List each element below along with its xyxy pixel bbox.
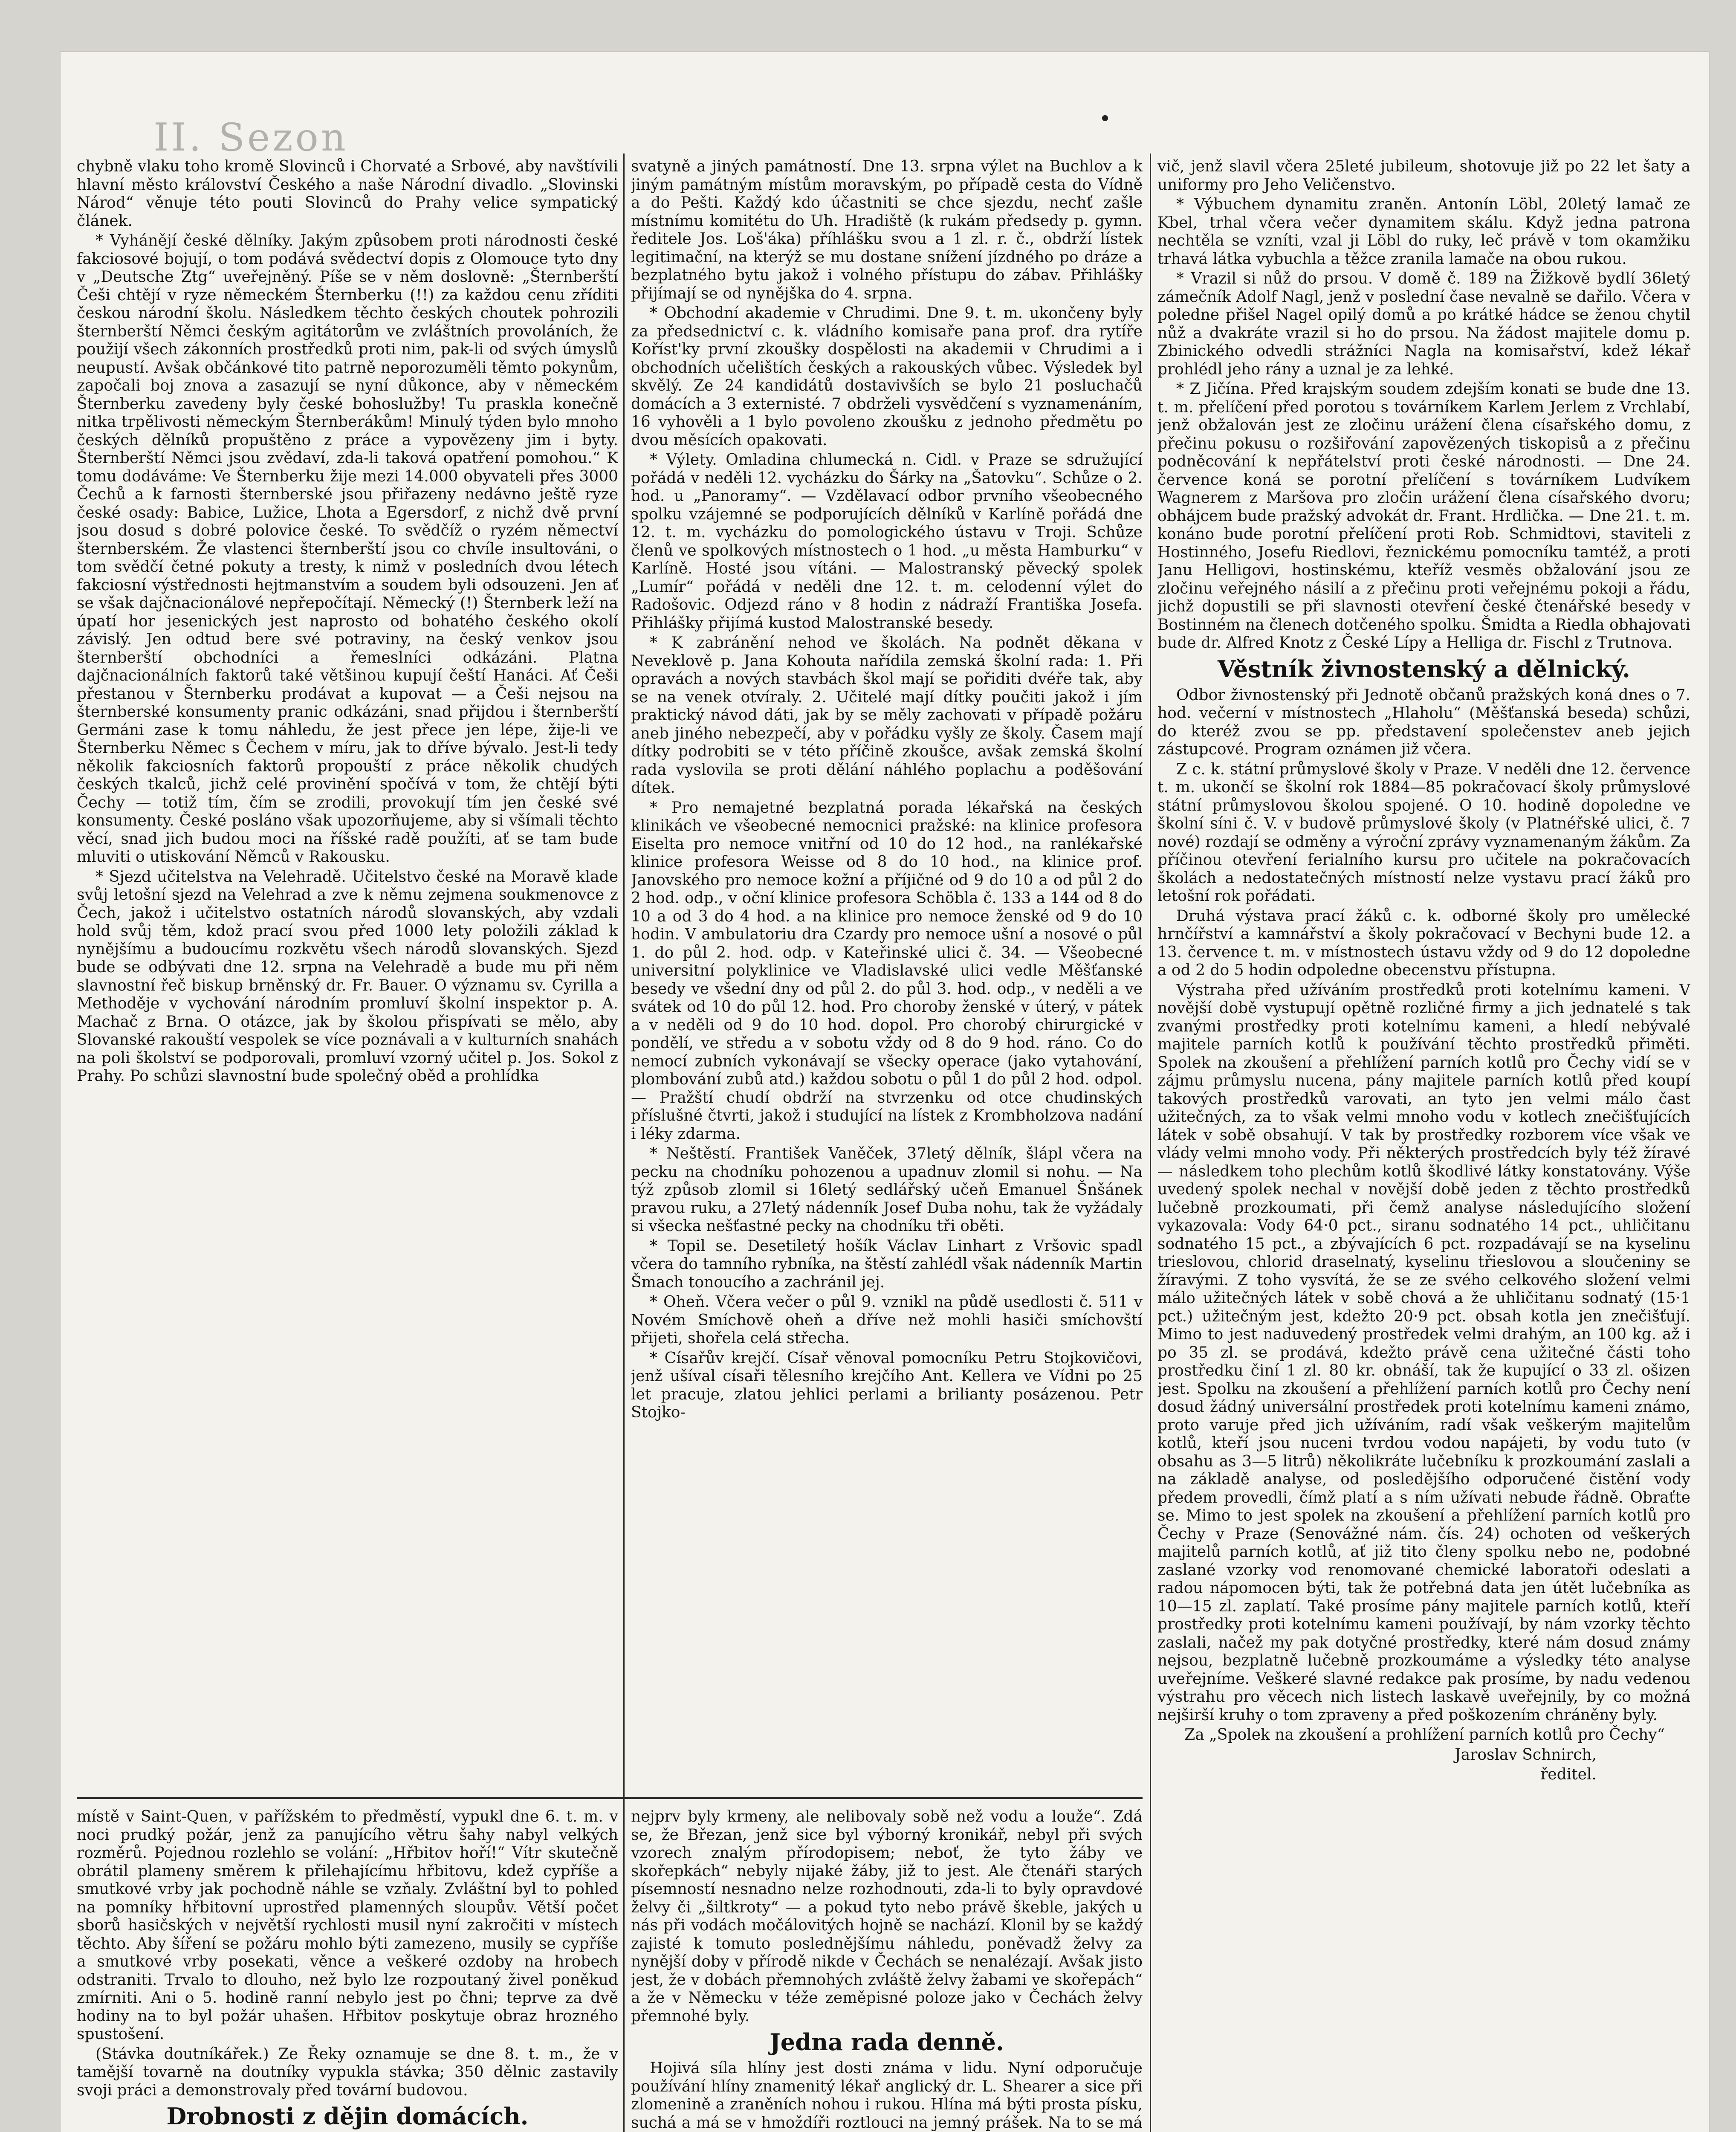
feuilleton-rule — [77, 1797, 1143, 1799]
article-continuation: svatyně a jiných památností. Dne 13. srpna výlet na Buchlov a k jiným památným místům moravským, po případě cesta do Vídně a do Pešti. Každý kdo účastniti se chce sjezdu, nechť zašle místnímu komitétu do Uh. Hradiště (k rukám předsedy p. gymn. ředitele Jos. Loš'áka) příhlášku svou a 1 zl. r. č., obdrží lístek legitimační, na kterýž se mu dostane snížení jízdného po dráze a bezplatného bytu jakož i volného přístupu do zábav. Přihlášky přijímají se od nynějška do 4. srpna. — [631, 158, 1143, 302]
article-vyhaneji: * Vyhánějí české dělníky. Jakým způsobem proti národnosti české fakciosové bojují, o tom podává svědectví dopis z Olomouce tyto dny v „Deutsche Ztg“ uveřejněný. Píše se v něm doslovně: „Šternberští Češi chtějí v ryze německém Šternberku (!!) za každou cenu zříditi českou národní školu. Následkem těchto českých choutek pohrozili šternberští Němci českým agitátorům ve zvláštních provoláních, že použijí všech zákonních prostředků proti nim, pak-li od svých úmyslů neupustí. Avšak občánkové tito patrně neporozuměli těmto pokynům, započali boj znova a zasazují se nyní důkonce, aby v německém Šternberku zavedeny byly české bohoslužby! Tu praskla konečně nitka trpělivosti německým Šternberákům! Minulý týden bylo mnoho českých dělníků propuštěno z práce a vypovězeny jim i byty. Šternberští Němci jsou zvědaví, zda-li taková opatření pomohou.“ K tomu dodáváme: Ve Šternberku žije mezi 14.000 obyvateli přes 3000 Čechů a k farnosti šternberské jsou přiřazeny nedávno ještě ryze české osady: Babice, Lužice, Lhota a Egersdorf, z nichž dvě první jsou dosud s dobré polovice české. To svědčíž o ryzém němectví šternberském. Že vlastenci šternberští jsou co chvíle insultováni, o tom svědčí četné pokuty a tresty, k nimž v posledních dvou létech fakciosní výstřednosti hejtmanstvím a soudem byli odsouzeni. Jen ať se však dajčnacionálové nepřepočítají. Německý (!) Šternberk leží na úpatí hor jesenických jest naprosto od bohatého českého okolí závislý. Jen odtud bere své potraviny, na český venkov jsou šternberští obchodníci a řemeslníci odkázáni. Platna dajčnacionálních faktorů také většinou kupují čeští Hanáci. Ať Češi přestanou v Šternberku prodávat a kupovat — a Češi nejsou na šternberské konsumenty pranic odkázáni, snad přijdou i šternberští Germáni zase k tomu náhledu, že jest přece jen lépe, žije-li ve Šternberku Němec s Čechem v míru, jak to dříve bývalo. Jest-li tedy několik fakciosních faktorů propouští z práce několik chudých českých tkalců, jichž celé provinění spočívá v tom, že chtějí býti Čechy — totiž tím, čím se zrodili, provokují tím jen české své konsumenty. České posláno však upozorňujeme, aby si všímali těchto věcí, snad jich budou moci na říšské radě použíti, ať se tam bude mluviti o utiskování Němců v Rakousku. — [77, 232, 618, 866]
article-pro-nemajetne: * Pro nemajetné bezplatná porada lékařská na českých klinikách ve všeobecné nemocnici pražské: na klinice profesora Eiselta pro nemoce vnitřní od 10 do 12 hod., na ranlékařské klinice profesora Weisse od 8 do 10 hod., na klinice prof. Janovského pro nemoce kožní a příjičné od 9 do 10 a od půl 2 do 2 hod. odp., v oční klinice profesora Schöbla č. 133 a 144 od 8 do 10 a od 3 do 4 hod. a na klinice pro nemoce ženské od 9 do 10 hodin. V ambulatoriu dra Czardy pro nemoce ušní a nosové o půl 1. do půl 2. hod. odp. v Kateřinské ulici č. 34. — Všeobecné universitní polyklinice ve Vladislavské ulici vedle Měšťanské besedy ve všední dny od půl 2. do půl 3. hod. odp., v neděli a ve svátek od 10 do půl 12. hod. Pro choroby ženské v úterý, v pátek a v neděli od 9 do 10 hod. dopol. Pro chorobý chirurgické v pondělí, ve středu a v sobotu vždy od 8 do 9 hod. ráno. Co do nemocí zubních vykonávají se všecky operace (jako vytahování, plombování zubů atd.) každou sobotu o půl 1 do půl 2 hod. odpol. — Pražští chudí obdrží na stvrzenku od otce chudinských příslušné čtvrti, jakož i studující na lístek z Krombholzova nadání i léky zdarma. — [631, 799, 1143, 1143]
article-stavka: (Stávka doutníkářek.) Ze Řeky oznamuje se dne 8. t. m., že v tamější tovarně na doutníky vypukla stávka; 350 dělnic zastavily svoji práci a demonstrovaly před tovární budovou. — [77, 2045, 618, 2099]
column-rule — [1150, 154, 1151, 2132]
article-vystraha: Výstraha před užíváním prostředků proti kotelnímu kameni. V novější době vystupují opětně rozličné firmy a jich jednatelé s tak zvanými prostředky proti kotelnímu kameni, a hledí nebývalé majitele parních kotlů k používání těchto prostředků přiměti. Spolek na zkoušení a přehlížení parních kotlů pro Čechy vidí se v zájmu průmyslu nucena, pány majitele parních kotlů před koupí takových prostředků varovati, an tyto jen velmi málo čast užitečných, za to však velmi mnoho vodu v kotlech znečišťujících látek v sobě obsahují. V tak by prostředky rozborem více však ve vlády velmi mnoho vody. Při některých prostředcích byly též žíravé — následkem toho plechům kotlů škodlivé látky konstatovány. Výše uvedený spolek nechal v novější době jeden z těchto prostředků lučebně prozkoumati, při čemž analyse následujícího složení vykazovala: Vody 64·0 pct., siranu sodnatého 14 pct., uhličitanu sodnatého 15 pct., a zbývajících 6 pct. rozpadávají se na kyselinu trieslovou, chlorid draselnatý, kyselinu třieslovou a sloučeniny se žíravými. Z toho vysvítá, že se ze svého celkového složení velmi málo užitečných látek v sobě chová a že uhličitanu sodnatý (15·1 pct.) užitečným jest, kdežto 20·9 pct. obsah kotla jen znečišťují. Mimo to jest naduvedený prostředek velmi drahým, an 100 kg. až i po 35 zl. se prodává, kdežto právě cena užitečné části toho prostředku činí 1 zl. 80 kr. obnáší, tak že kupující o 33 zl. ošizen jest. Spolku na zkoušení a přehlížení parních kotlů pro Čechy není dosud žádný universální prostředek proti kotelnímu kameni známo, proto varuje před jich užíváním, radí však veškerým majitelům kotlů, kteří jsou nuceni tvrdou vodou napájeti, by vodu tuto (v obsahu as 3—5 litrů) několikráte lučebníku k prozkoumání zaslali a na základě analyse, od posledějšího odporučené čistění vody předem provedli, čímž platí a s ním užívati nebude řádně. Obraťte se. Mimo to jest spolek na zkoušení a přehlížení parních kotlů pro Čechy v Praze (Senovážné nám. čís. 24) ochoten od veškerých majitelů parních kotlů, ať již tito členy spolku nebo ne, podobné zaslané vzorky vod renomované chemické laboratoři odeslati a radou nápomocen býti, tak že potřebná data jen útět lučebníka as 10—15 zl. zaplatí. Také prosíme pány majitele parních kotlů, kteří prostředky proti kotelnímu kameni používají, by nám vzorky těchto zaslali, načež my pak dotyčné prostředky, které nám dosud známy nejsou, bezplatně lučebně prozkoumáme a výsledky této analyse uveřejníme. Veškeré slavné redakce pak prosíme, by nadu vedenou výstrahu pro věcech nich listech laskavě uveřejnily, by co možná nejširší kruhy o tom zpraveny a před poškozením chráněny byly. — [1157, 981, 1690, 1724]
section-heading-drobnosti: Drobnosti z dějin domácích. — [166, 2103, 529, 2130]
article-statni-prumyslova: Z c. k. státní průmyslové školy v Praze. V neděli dne 12. července t. m. ukončí se školní rok 1884—85 pokračovací školy průmyslové státní průmyslovou školou spojené. O 10. hodině dopoledne ve školní síni č. V. v budově průmyslové školy (v Platnéřské ulici, č. 7 nové) rozdají se odměny a výroční zprávy vyznamenaným žákům. Za příčinou otevření ferialního kursu pro učitele na pokračovacích školách a nedostatečných místností nelze vystavu prací žáků pro letošní rok pořádati. — [1157, 760, 1690, 905]
article-vrazil: * Vrazil si nůž do prsou. V domě č. 189 na Žižkově bydlí 36letý zámečník Adolf Nagl, jenž v poslední čase nevalně se dařilo. Včera v poledne přišel Nagel opilý domů a po krátké hádce se ženou chytil nůž a dvakráte vrazil si ho do prsou. Na žádost majitele domu p. Zbinického odvedli strážníci Nagla na komisařství, kdež lékař prohlédl jeho rány a uznal je za lehké. — [1157, 270, 1690, 378]
column-rule — [623, 154, 625, 2132]
feuilleton-continuation: místě v Saint-Quen, v pařížském to předměstí, vypukl dne 6. t. m. v noci prudký požár, jenž za panujícího větru šahy nabyl velkých rozměrů. Pojednou rozlehlo se volání: „Hřbitov hoří!“ Vítr skutečně obrátil plameny směrem k přilehajícímu hřbitovu, kdež cypříše a smutkové vrby jak pochodně náhle se vzňaly. Zvláštní byl to pohled na pomníky hřbitovní uprostřed plamenných sloupův. Větší počet sborů hasičských v největší rychlosti musil nyní zakročiti v místech těchto. Aby šíření se požáru mohlo býti zamezeno, musily se cypříše a smutkové vrby posekati, věnce a veškeré ozdoby na hrobech odstraniti. Trvalo to dlouho, než bylo lze rozpoutaný živel poněkud zmírniti. Ani o 5. hodině ranní nebylo jest po čhni; teprve za dvě hodiny na to byl požár uhašen. Hřbitov poskytuje obraz hrozného spustošení. — [77, 1808, 618, 2043]
article-cisaruv-krejci: * Císařův krejčí. Císař věnoval pomocníku Petru Stojkovičovi, jenž ušíval císaři tělesního krejčího Ant. Kellera ve Vídni po 25 let pracuje, zlatou jehlici perlami a brilianty posázenou. Petr Stojko- — [631, 1349, 1143, 1421]
signature-title: ředitel. — [1540, 1766, 1597, 1783]
article-hojiva-sila: Hojivá síla hlíny jest dosti známa v lidu. Nyní odporučuje používání hlíny znamenitý lékař anglický dr. L. Shearer a sice při zlomenině a zraněních nohou i rukou. Hlína má býti prosta písku, suchá a má se v hmoždíři roztlouci na jemný prášek. Na to se má — [631, 2060, 1143, 2132]
article-druha-vystava: Druhá výstava prací žáků c. k. odborné školy pro umělecké hrnčířství a kamnářství a školy pokračovací v Bechyni bude 12. a 13. července t. m. v místnostech ústavu vždy od 9 do 12 dopoledne a od 2 do 5 hodin odpoledne obecenstvu přístupna. — [1157, 907, 1690, 979]
ink-dot — [1102, 115, 1108, 121]
article-topil-se: * Topil se. Desetiletý hošík Václav Linhart z Vršovic spadl včera do tamního rybníka, na štěstí zahlédl však nádenník Martin Šmach tonoucího a zachránil jej. — [631, 1237, 1143, 1291]
page-header-mark: II. Sezon — [153, 115, 348, 160]
column-3 — [1157, 158, 1690, 2132]
article-odbor-zivnostensky: Odbor živnostenský při Jednotě občanů pražských koná dnes o 7. hod. večerní v místnostech „Hlaholu“ (Měšťanská beseda) schůzi, do kteréž zvou se pp. představení společenstev aneb jejich zástupcové. Program oznámen již včera. — [1157, 686, 1690, 758]
article-continuation: vič, jenž slavil včera 25leté jubileum, shotovuje již po 22 let šaty a uniformy pro Jeho Veličenstvo. — [1157, 158, 1690, 194]
article-zabraneni-nehod: * K zabránění nehod ve školách. Na podnět děkana v Neveklově p. Jana Kohouta nařídila zemská školní rada: 1. Při opravách a nových stavbách škol mají se pořiditi dvéře tak, aby se na venek otvíraly. 2. Učitelé mají dítky poučiti jakož i jím praktický návod dáti, jak by se měly zachovati v případě požáru aneb jiného nebezpečí, aby v pořádku vyšly ze školy. Časem mají dítky podrobiti se v této příčině zkoušce, avšak zemská školní rada vyslovila se proti dělání náhlého poplachu a poděšování dítek. — [631, 634, 1143, 797]
signature-line: Za „Spolek na zkoušení a prohlížení parních kotlů pro Čechy“ — [1184, 1726, 1665, 1744]
article-continuation: nejprv byly krmeny, ale nelibovaly sobě než vodu a louže“. Zdá se, že Březan, jenž sice byl výborný kronikář, nebyl při svých vzorech znalým přírodopisem; neboť, že tyto žáby ve skořepkách“ nebyly nijaké žáby, již to jest. Ale čtenáři starých písemností nesnadno nelze rozhodnouti, zda-li to byly opravdové želvy či „šiltkroty“ — a pokud tyto nebo právě škeble, jakých u nás při vodách močálovitých hojně se nachází. Klonil by se každý zajisté k tomuto poslednějšímu náhledu, poněvadž želvy za nynější doby v přírodě nikde v Čechách se nenalézají. Avšak jisto jest, že v dobách přemnohých zvláště želvy žabami ve skořepách“ a že v Německu v téže zeměpisné poloze jako v Čechách želvy přemnohé byly. — [631, 1808, 1143, 2025]
article-vybuchem: * Výbuchem dynamitu zraněn. Antonín Löbl, 20letý lamač ze Kbel, trhal včera večer dynamitem skálu. Když jedna patrona nechtěla se vzníti, vzal ji Löbl do ruky, leč právě v tom okamžiku trhavá látka vybuchla a těžce zranila lamače na obou rukou. — [1157, 196, 1690, 268]
signature-name: Jaroslav Schnirch, — [1455, 1746, 1597, 1764]
article-continuation: chybně vlaku toho kromě Slovinců i Chorvaté a Srbové, aby navštívili hlavní město království Českého a naše Národní divadlo. „Slovinski Národ“ věnuje této pouti Slovinců do Prahy velice sympatický článek. — [77, 158, 618, 230]
article-sjezd: * Sjezd učitelstva na Velehradě. Učitelstvo české na Moravě klade svůj letošní sjezd na Velehrad a zve k němu zejmena soukmenovce z Čech, jakož i učitelstvo ostatních národů slovanských, aby vzdali hold svůj těm, kdož prací svou před 1000 lety položili základ k nynějšímu a budoucímu rozkvětu všech národů slovanských. Sjezd bude se odbývati dne 12. srpna na Velehradě a bude mu při něm slavnostní řeč biskup brněnský dr. Fr. Bauer. O významu sv. Cyrilla a Methoděje v vychování národním promluví školní inspektor p. A. Machač z Brna. O otázce, jak by školou přispívati se mělo, aby Slovanské rakouští vespolek se více poznávali a v kulturních snahách na poli školství se podporovali, promluví vzorný učitel p. Jos. Sokol z Prahy. Po schůzi slavnostní bude společný oběd a prohlídka — [77, 868, 618, 1085]
article-obchodni-akademie: * Obchodní akademie v Chrudimi. Dne 9. t. m. ukončeny byly za předsednictví c. k. vládního komisaře pana prof. dra rytíře Koříst'ky první zkoušky dospělosti na akademii v Chrudimi a i obchodních učelištích českých a rakouských vůbec. Výsledek byl skvělý. Ze 24 kandidátů dostavivších se bylo 21 posluchačů domácích a 3 externisté. 7 obdrželi vysvědčení s vyznamenáním, 16 vyhověli a 1 bylo povoleno zkoušku z jednoho předmětu po dvou měsících opakovati. — [631, 304, 1143, 449]
column-4 — [77, 1808, 618, 2132]
article-nestesti: * Neštěstí. František Vaněček, 37letý dělník, šlápl včera na pecku na chodníku pohozenou a upadnuv zlomil si nohu. — Na týž způsob zlomil si 16letý sedlářský učeň Emanuel Šnšánek pravou ruku, a 27letý nádenník Josef Duba nohu, tak že vyžádaly si všecka nešťastné pecky na chodníku tři oběti. — [631, 1145, 1143, 1235]
column-1 — [77, 158, 618, 1791]
section-heading-rada: Jedna rada denně. — [770, 2028, 1004, 2056]
section-heading-vestnik: Věstník živnostenský a dělnický. — [1218, 655, 1630, 683]
article-ohen: * Oheň. Včera večer o půl 9. vznikl na půdě usedlosti č. 511 v Novém Smíchově oheň a dříve než mohli hasiči smíchovští přijeti, shořela celá střecha. — [631, 1293, 1143, 1347]
article-vylety: * Výlety. Omladina chlumecká n. Cidl. v Praze se sdružující pořádá v neděli 12. vycházku do Šárky na „Šatovku“. Schůze o 2. hod. u „Panoramy“. — Vzdělavací odbor prvního všeobecného spolku vzájemné se podporujících dělníků v Karlíně pořádá dne 12. t. m. vycházku do pomologického ústavu v Troji. Schůze členů ve spolkových místnostech o 1 hod. „u města Hamburku“ v Karlíně. Hosté jsou vítáni. — Malostranský pěvecký spolek „Lumír“ pořádá v neděli dne 12. t. m. celodenní výlet do Radošovic. Odjezd ráno v 8 hodin z nádraží Františka Josefa. Přihlášky přijímá kustod Malostranské besedy. — [631, 451, 1143, 632]
column-5 — [631, 1808, 1143, 2132]
column-2 — [631, 158, 1143, 1791]
article-z-jicina: * Z Jičína. Před krajským soudem zdejším konati se bude dne 13. t. m. přelíčení před porotou s továrníkem Karlem Jerlem z Vrchlabí, jenž obžalován jest ze zločinu urážení člena císařského domu, z přečinu pokusu o rozšiřování zapovězených tiskopisů a z přečinu podněcování k nepřátelství proti české národnosti. — Dne 24. července koná se porotní přelíčení s továrníkem Ludvíkem Wagnerem z Maršova pro zločin urážení člena císařského dvoru; obhájcem bude pražský advokát dr. Frant. Hrdlička. — Dne 21. t. m. konáno bude porotní přelíčení proti Rob. Schmidtovi, staviteli z Hostinného, Josefu Riedlovi, řeznickému pomocníku tamtéž, a proti Janu Helligovi, hostinskému, kteříž vesměs obžalování jsou ze zločinu veřejného násilí a z přečinu proti veřejnému pokoji a řádu, jichž dopustili se při slavnosti otevření české čtenářské besedy v Bostinném na členech dotčeného spolku. Šmidta a Riedla obhajovati bude dr. Alfred Knotz z České Lípy a Helliga dr. Fischl z Trutnova. — [1157, 380, 1690, 652]
